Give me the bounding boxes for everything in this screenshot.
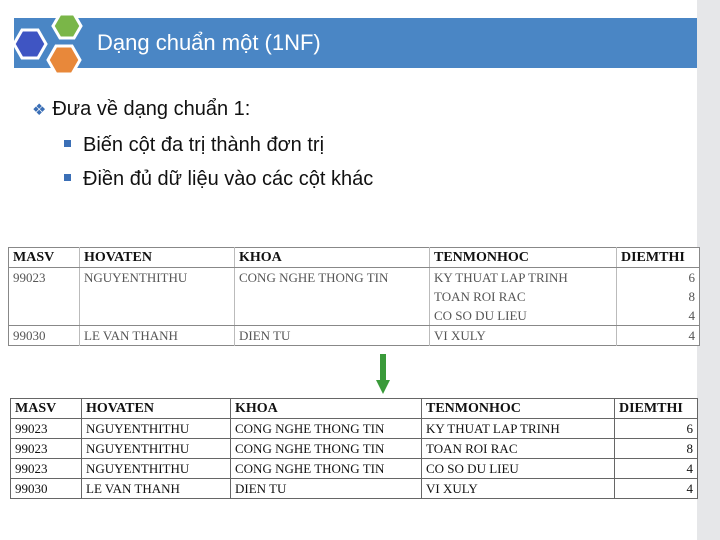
header-diemthi: DIEMTHI bbox=[617, 248, 700, 268]
cell-diemthi: 4 bbox=[617, 306, 700, 326]
table-row bbox=[11, 479, 698, 499]
cell-khoa: CONG NGHE THONG TIN bbox=[231, 439, 422, 459]
hexagon-green bbox=[53, 14, 81, 38]
cell-khoa: DIEN TU bbox=[235, 326, 430, 346]
header-khoa: KHOA bbox=[235, 248, 430, 268]
cell-hovaten bbox=[80, 306, 235, 326]
sub-bullet-text: Điền đủ dữ liệu vào các cột khác bbox=[83, 168, 374, 190]
cell-diemthi: 6 bbox=[615, 419, 698, 439]
header-tenmonhoc: TENMONHOC bbox=[422, 399, 615, 419]
cell-masv: 99030 bbox=[11, 479, 82, 499]
table-before bbox=[8, 247, 700, 346]
cell-tenmonhoc: KY THUAT LAP TRINH bbox=[430, 268, 617, 288]
table-row bbox=[9, 326, 700, 346]
page-title: Dạng chuẩn một (1NF) bbox=[97, 30, 321, 55]
cell-masv: 99030 bbox=[9, 326, 80, 346]
table-row bbox=[9, 287, 700, 306]
header-khoa: KHOA bbox=[231, 399, 422, 419]
cell-khoa: CONG NGHE THONG TIN bbox=[231, 419, 422, 439]
cell-diemthi: 8 bbox=[615, 439, 698, 459]
right-side-bar bbox=[697, 0, 720, 540]
cell-tenmonhoc: TOAN ROI RAC bbox=[422, 439, 615, 459]
cell-masv bbox=[9, 306, 80, 326]
header-hovaten: HOVATEN bbox=[82, 399, 231, 419]
cell-khoa bbox=[235, 306, 430, 326]
cell-hovaten: NGUYENTHITHU bbox=[80, 268, 235, 288]
cell-masv bbox=[9, 287, 80, 306]
table-header-row bbox=[11, 399, 698, 419]
cell-khoa: CONG NGHE THONG TIN bbox=[235, 268, 430, 288]
table-row bbox=[11, 459, 698, 479]
table-header-row bbox=[9, 248, 700, 268]
cell-tenmonhoc: CO SO DU LIEU bbox=[430, 306, 617, 326]
cell-tenmonhoc: CO SO DU LIEU bbox=[422, 459, 615, 479]
sub-bullet-text: Biến cột đa trị thành đơn trị bbox=[83, 134, 325, 156]
square-bullet-icon bbox=[64, 174, 71, 181]
table-row bbox=[9, 306, 700, 326]
cell-masv: 99023 bbox=[11, 439, 82, 459]
hexagon-logo-icon bbox=[6, 4, 96, 84]
cell-hovaten: LE VAN THANH bbox=[82, 479, 231, 499]
bullet-main bbox=[32, 98, 250, 121]
cell-diemthi: 4 bbox=[615, 459, 698, 479]
header-masv: MASV bbox=[11, 399, 82, 419]
cell-diemthi: 4 bbox=[615, 479, 698, 499]
cell-masv: 99023 bbox=[13, 269, 46, 285]
cell-masv: 99023 bbox=[11, 459, 82, 479]
bullet-main-text: Đưa về dạng chuẩn 1: bbox=[52, 98, 251, 120]
cell-masv: 99023 bbox=[11, 419, 82, 439]
cell-tenmonhoc: VI XULY bbox=[430, 326, 617, 346]
sub-bullet-1 bbox=[64, 134, 324, 157]
cell-diemthi: 8 bbox=[617, 287, 700, 306]
header-masv: MASV bbox=[9, 248, 80, 268]
header-diemthi: DIEMTHI bbox=[615, 399, 698, 419]
sub-bullet-2 bbox=[64, 168, 373, 191]
table-row bbox=[11, 419, 698, 439]
cell-hovaten: NGUYENTHITHU bbox=[82, 439, 231, 459]
diamond-bullet-icon: ❖ bbox=[32, 102, 47, 119]
cell-hovaten: LE VAN THANH bbox=[80, 326, 235, 346]
cell-tenmonhoc: VI XULY bbox=[422, 479, 615, 499]
hexagon-orange bbox=[48, 46, 80, 74]
square-bullet-icon bbox=[64, 140, 71, 147]
cell-tenmonhoc: TOAN ROI RAC bbox=[430, 287, 617, 306]
header-tenmonhoc: TENMONHOC bbox=[430, 248, 617, 268]
cell-hovaten: NGUYENTHITHU bbox=[82, 419, 231, 439]
table-row bbox=[9, 268, 700, 288]
down-arrow-icon bbox=[376, 354, 390, 394]
hexagon-blue bbox=[14, 30, 46, 58]
cell-khoa: CONG NGHE THONG TIN bbox=[231, 459, 422, 479]
cell-hovaten: NGUYENTHITHU bbox=[82, 459, 231, 479]
cell-diemthi: 6 bbox=[617, 268, 700, 288]
cell-khoa bbox=[235, 287, 430, 306]
cell-tenmonhoc: KY THUAT LAP TRINH bbox=[422, 419, 615, 439]
cell-khoa: DIEN TU bbox=[231, 479, 422, 499]
table-after bbox=[10, 398, 698, 499]
table-row bbox=[11, 439, 698, 459]
header-hovaten: HOVATEN bbox=[80, 248, 235, 268]
cell-diemthi: 4 bbox=[617, 326, 700, 346]
cell-hovaten bbox=[80, 287, 235, 306]
